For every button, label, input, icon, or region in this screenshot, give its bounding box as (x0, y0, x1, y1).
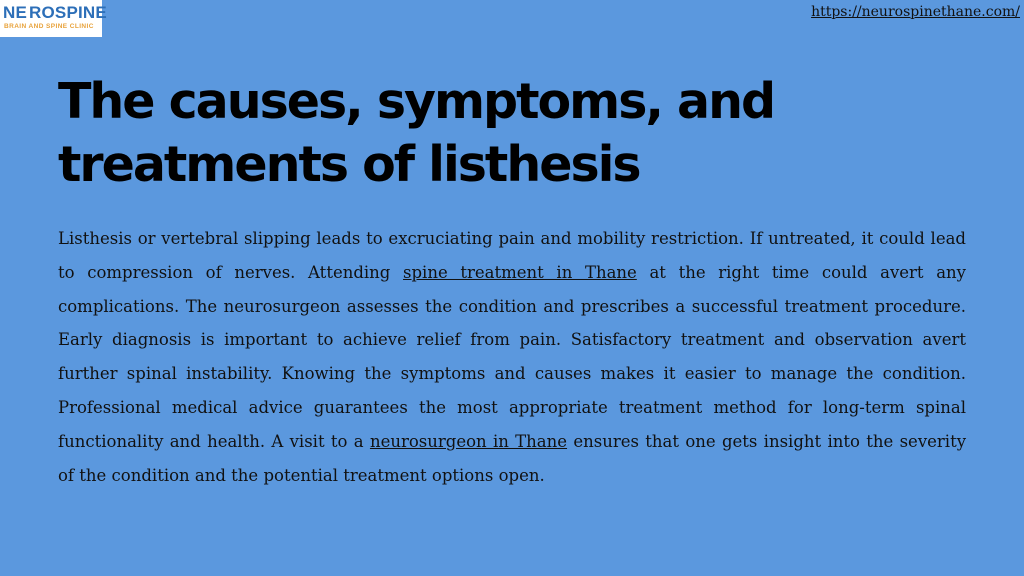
logo-tagline: BRAIN AND SPINE CLINIC (4, 23, 94, 30)
clinic-logo[interactable] (0, 0, 107, 37)
spine-treatment-link[interactable]: spine treatment in Thane (403, 262, 637, 282)
logo-brand-prefix: NE (3, 3, 28, 22)
body-text-part-3: ensures that one gets insight into the severity of the condition and the potential treatment options open. (58, 431, 967, 485)
article-body (58, 222, 966, 492)
site-url-link[interactable]: https://neurospinethane.com/ (811, 4, 1020, 20)
page-title: The causes, symptoms, and treatments of listhesis (58, 73, 775, 193)
body-text-part-2: at the right time could avert any complications. The neurosurgeon assesses the condition and prescribes a successful treatment procedure. Early diagnosis is important to achieve relief from pain. Satisfactory treatment and observation avert further spinal instability. Knowing the symptoms and causes makes it easier to manage the condition. Professional medical advice guarantees the most appropriate treatment method for long-term spinal functionality and health. A visit to a (58, 262, 966, 451)
body-text-part-1: Listhesis or vertebral slipping leads to excruciating pain and mobility restriction. If untreated, it could lead to compression of nerves. Attending (58, 229, 966, 282)
neurosurgeon-link[interactable]: neurosurgeon in Thane (369, 431, 568, 451)
logo-wordmark (3, 3, 107, 22)
logo-brand-suffix: ROSPINE (29, 3, 107, 22)
